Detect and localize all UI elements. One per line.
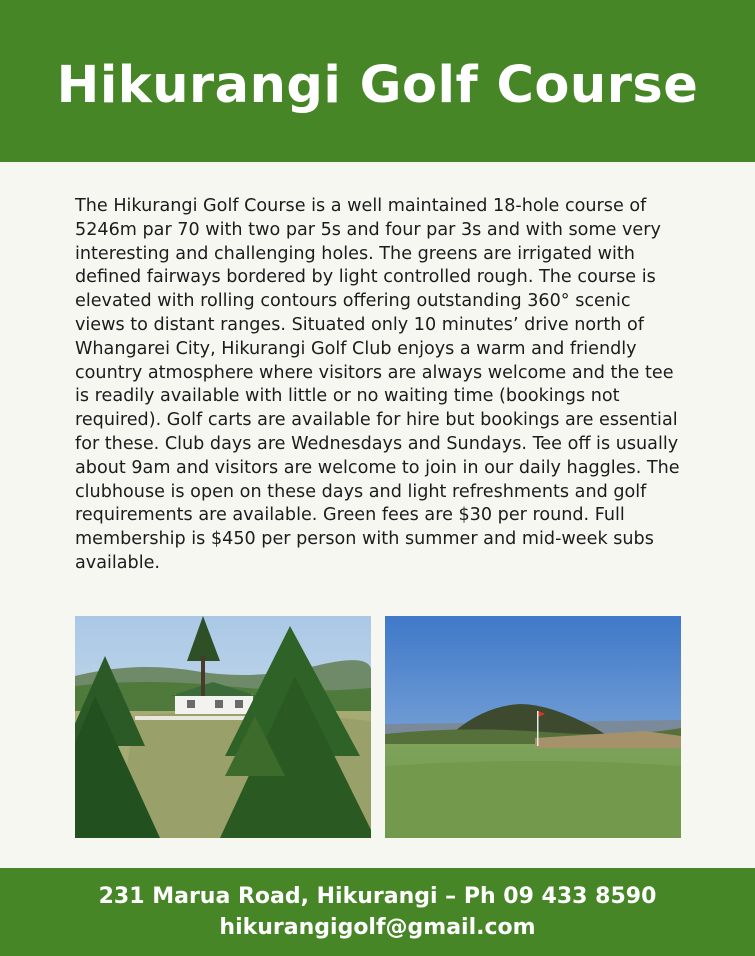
course-green-photo bbox=[385, 616, 681, 838]
email-address[interactable]: hikurangigolf@gmail.com bbox=[219, 915, 536, 940]
address-phone: 231 Marua Road, Hikurangi – Ph 09 433 8590 bbox=[98, 884, 657, 909]
header-banner bbox=[0, 0, 755, 162]
page-title: Hikurangi Golf Course bbox=[56, 55, 699, 115]
clubhouse-photo bbox=[75, 616, 371, 838]
course-description: The Hikurangi Golf Course is a well maintained 18-hole course of 5246m par 70 with two par 5s and four par 3s and with some very interesting and challenging holes. The greens are irrigated with defined fairways bordered by light controlled rough. The course is elevated with rolling contours offering outstanding 360° scenic views to distant ranges. Situated only 10 minutes’ drive north of Whangarei City, Hikurangi Golf Club enjoys a warm and friendly country atmosphere where visitors are always welcome and the tee is readily available with little or no waiting time (bookings not required). Golf carts are available for hire but bookings are essential for these. Club days are Wednesdays and Sundays. Tee off is usually about 9am and visitors are welcome to join in our daily haggles. The clubhouse is open on these days and light refreshments and golf requirements are available. Green fees are $30 per round. Full membership is $450 per person with summer and mid-week subs available. bbox=[75, 196, 680, 573]
contact-footer bbox=[0, 868, 755, 956]
